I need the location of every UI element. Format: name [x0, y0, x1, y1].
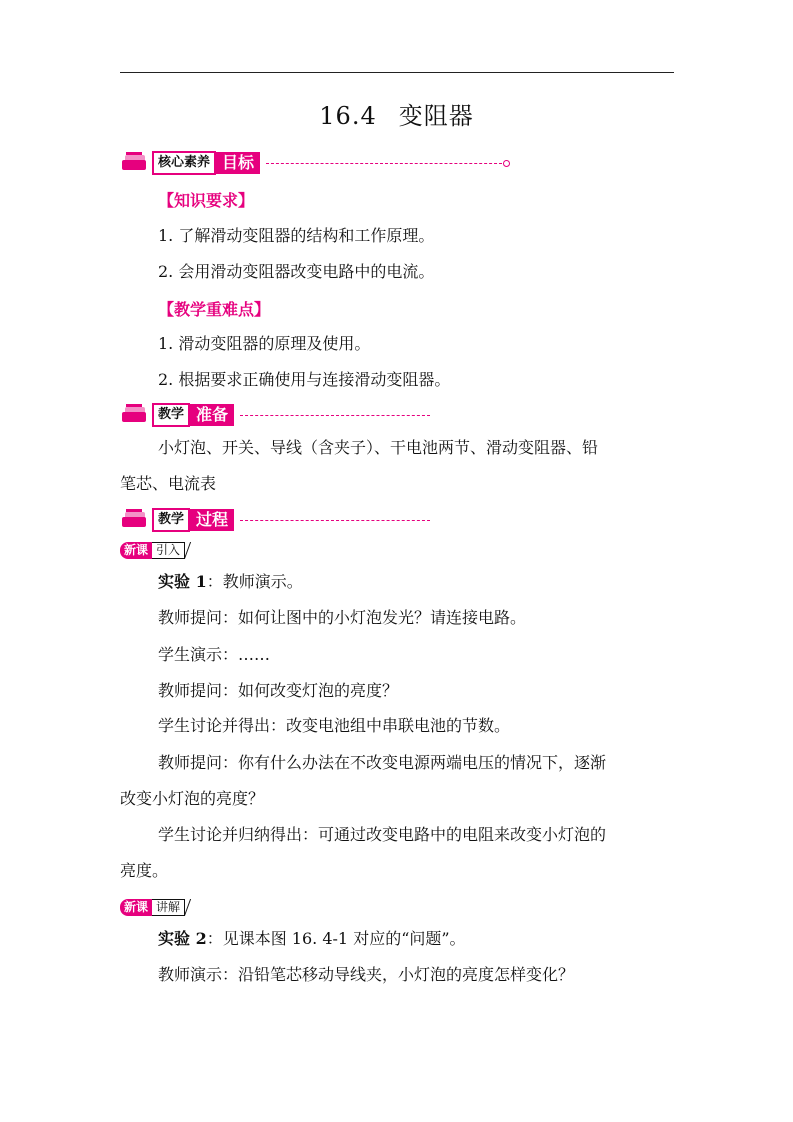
experiment-1-label: 实验 1: [158, 572, 207, 591]
knowledge-item-1: 1. 了解滑动变阻器的结构和工作原理。: [158, 226, 435, 245]
teacher-question-1: 教师提问：如何让图中的小灯泡发光？请连接电路。: [158, 608, 527, 627]
keypoint-item-2: 2. 根据要求正确使用与连接滑动变阻器。: [158, 370, 451, 389]
prep-line-2: 笔芯、电流表: [120, 474, 217, 493]
title-text: 变阻器: [398, 102, 474, 130]
teacher-question-2: 教师提问：如何改变灯泡的亮度？: [158, 681, 399, 700]
section-header-process: [120, 507, 430, 533]
section-label-pink: 准备: [190, 404, 234, 426]
experiment-2-label: 实验 2: [158, 929, 207, 948]
keypoint-item-1: 1. 滑动变阻器的原理及使用。: [158, 334, 371, 353]
section-dash-line: [240, 520, 430, 521]
student-demo: 学生演示：……: [158, 645, 271, 664]
section-label-white: 核心素养: [152, 151, 216, 175]
student-answer-2-line1: 学生讨论并归纳得出：可通过改变电路中的电阻来改变小灯泡的: [158, 825, 607, 844]
tag-explain: 讲解: [152, 899, 185, 916]
section-header-prep: [120, 402, 430, 428]
teacher-demo: 教师演示：沿铅笔芯移动导线夹，小灯泡的亮度怎样变化？: [158, 965, 575, 984]
keypoints-heading: 【教学重难点】: [158, 300, 271, 319]
knowledge-heading: 【知识要求】: [158, 191, 255, 210]
experiment-1-text: ：教师演示。: [206, 572, 303, 591]
book-stack-icon: [120, 509, 150, 531]
student-answer-1: 学生讨论并得出：改变电池组中串联电池的节数。: [158, 716, 511, 735]
book-stack-icon: [120, 404, 150, 426]
section-dot: [503, 160, 510, 167]
subsection-tag-intro: [120, 540, 188, 560]
page-title: [0, 96, 793, 131]
title-number: 16.4: [319, 102, 377, 130]
student-answer-2-line2: 亮度。: [120, 861, 169, 880]
section-label-white: 教学: [152, 508, 190, 532]
section-dash-line: [266, 163, 502, 164]
book-stack-icon: [120, 152, 150, 174]
tag-intro: 引入: [152, 542, 185, 559]
teacher-question-3-line2: 改变小灯泡的亮度？: [120, 789, 265, 808]
experiment-1: [158, 572, 303, 592]
experiment-2-text: ：见课本图 16. 4-1 对应的“问题”。: [206, 929, 466, 948]
prep-line-1: 小灯泡、开关、导线（含夹子）、干电池两节、滑动变阻器、铅: [158, 438, 599, 457]
subsection-tag-explain: [120, 897, 188, 917]
knowledge-item-2: 2. 会用滑动变阻器改变电路中的电流。: [158, 262, 435, 281]
section-label-pink: 目标: [216, 152, 260, 174]
experiment-2: [158, 929, 466, 949]
section-dash-line: [240, 415, 430, 416]
section-label-pink: 过程: [190, 509, 234, 531]
header-rule: [120, 72, 674, 73]
tag-new-lesson: 新课: [120, 899, 152, 916]
section-label-white: 教学: [152, 403, 190, 427]
section-header-goals: [120, 150, 510, 176]
teacher-question-3-line1: 教师提问：你有什么办法在不改变电源两端电压的情况下，逐渐: [158, 753, 607, 772]
tag-new-lesson: 新课: [120, 542, 152, 559]
